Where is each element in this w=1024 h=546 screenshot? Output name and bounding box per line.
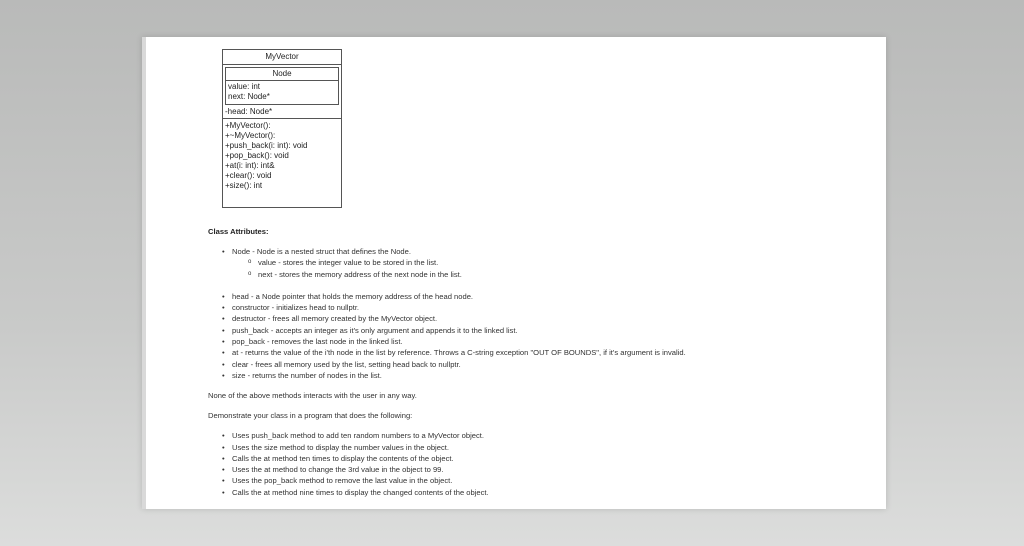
sublist-item: o next - stores the memory address of the next node in the list. [248, 269, 868, 280]
demo-list [208, 430, 868, 498]
uml-nested-class [225, 67, 339, 105]
sublist-item: o value - stores the integer value to be stored in the list. [248, 257, 868, 268]
list-item: • Uses the size method to display the number values in the object. [222, 442, 868, 453]
section-heading: Class Attributes: [208, 227, 269, 236]
list-item: • Uses the at method to change the 3rd value in the object to 99. [222, 464, 868, 475]
uml-method: +push_back(i: int): void [225, 141, 308, 150]
list-item: • constructor - initializes head to nullptr. [222, 302, 868, 313]
document-body [208, 227, 868, 498]
uml-class-name: MyVector [223, 50, 341, 65]
list-item: • Calls the at method ten times to display the contents of the object. [222, 453, 868, 464]
list-item: • Calls the at method nine times to display the changed contents of the object. [222, 487, 868, 498]
uml-nested-class-name: Node [226, 68, 338, 81]
uml-attribute: -head: Node* [223, 106, 341, 119]
uml-method: +pop_back(): void [225, 151, 289, 160]
uml-method: +MyVector(): [225, 121, 271, 130]
uml-methods [223, 119, 341, 193]
uml-nested-attribute: next: Node* [228, 92, 270, 101]
list-item [222, 246, 868, 280]
list-item: • push_back - accepts an integer as it's only argument and appends it to the linked list. [222, 325, 868, 336]
attribute-list [208, 291, 868, 381]
list-item: • head - a Node pointer that holds the memory address of the head node. [222, 291, 868, 302]
list-item: • clear - frees all memory used by the list, setting head back to nullptr. [222, 359, 868, 370]
uml-class-diagram [222, 49, 342, 208]
list-item: • at - returns the value of the i'th node in the list by reference. Throws a C-string exception "OUT OF BOUNDS", if it's argument is invalid. [222, 347, 868, 358]
list-item: • destructor - frees all memory created by the MyVector object. [222, 313, 868, 324]
list-item: • Uses push_back method to add ten random numbers to a MyVector object. [222, 430, 868, 441]
document-page [142, 37, 886, 509]
demo-intro-paragraph: Demonstrate your class in a program that does the following: [208, 411, 413, 421]
list-item: • size - returns the number of nodes in the list. [222, 370, 868, 381]
uml-nested-attributes [226, 81, 338, 104]
list-item: • Uses the pop_back method to remove the last value in the object. [222, 475, 868, 486]
uml-method: +clear(): void [225, 171, 272, 180]
node-sublist [232, 257, 868, 280]
node-list [208, 246, 868, 280]
uml-method: +size(): int [225, 181, 263, 190]
list-item-text: Node - Node is a nested struct that defines the Node. [232, 247, 411, 256]
uml-method: +at(i: int): int& [225, 161, 275, 170]
list-item: • pop_back - removes the last node in the linked list. [222, 336, 868, 347]
uml-nested-attribute: value: int [228, 82, 261, 91]
uml-method: +~MyVector(): [225, 131, 276, 140]
note-paragraph: None of the above methods interacts with the user in any way. [208, 391, 417, 401]
